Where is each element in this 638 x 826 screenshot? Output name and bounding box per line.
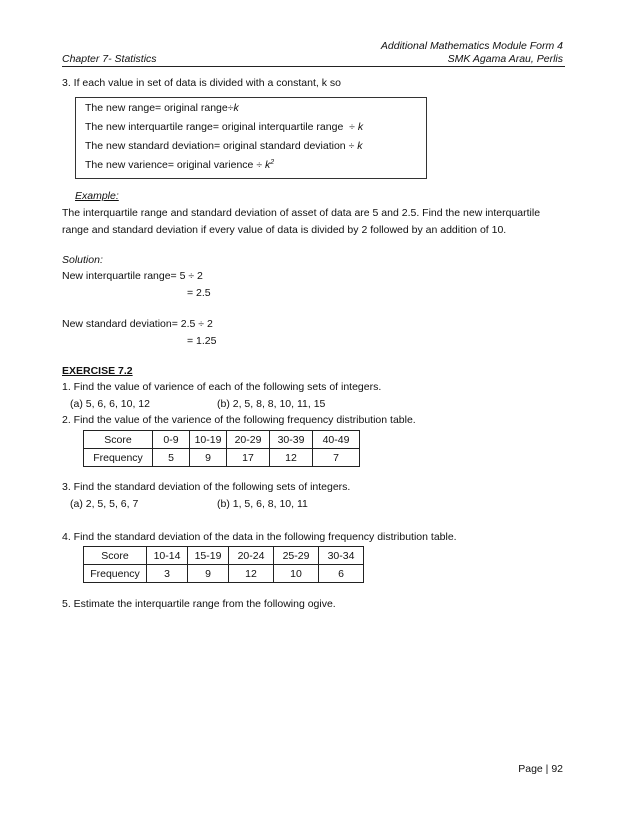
solution-iqr: New interquartile range= 5 ÷ 2: [62, 270, 203, 282]
divide-sign: ÷: [348, 140, 355, 152]
table-cell: 12: [270, 449, 313, 467]
table-header-score: Score: [84, 547, 147, 565]
table-cell: 25-29: [274, 547, 319, 565]
chapter-title: Chapter 7- Statistics: [62, 53, 157, 65]
solution-sd: New standard deviation= 2.5 ÷ 2: [62, 318, 213, 330]
formula-iqr: The new interquartile range= original interquartile range ÷ k: [85, 121, 364, 133]
example-label: Example:: [75, 190, 119, 202]
k-constant: k: [357, 140, 363, 152]
exercise-q3b: (b) 1, 5, 6, 8, 10, 11: [217, 498, 308, 510]
table-cell: 5: [153, 449, 190, 467]
exercise-q5: 5. Estimate the interquartile range from the following ogive.: [62, 598, 336, 610]
table-row: [84, 565, 364, 583]
divide-sign: ÷: [349, 121, 355, 133]
school-name: SMK Agama Arau, Perlis: [447, 53, 563, 65]
formula-range: The new range= original range÷k: [85, 102, 239, 114]
k-constant: k: [265, 159, 271, 171]
table-cell: 6: [319, 565, 364, 583]
table-cell: 15-19: [188, 547, 229, 565]
exponent: 2: [270, 159, 275, 166]
exercise-q2: 2. Find the value of the varience of the following frequency distribution table.: [62, 414, 416, 426]
table-cell: 0-9: [153, 431, 190, 449]
table-cell: 17: [227, 449, 270, 467]
table-cell: 12: [229, 565, 274, 583]
example-text-2: range and standard deviation if every value of data is divided by 2 followed by an addition of 10.: [62, 224, 507, 236]
table-cell: 40-49: [313, 431, 360, 449]
exercise-q1: 1. Find the value of varience of each of the following sets of integers.: [62, 381, 382, 393]
frequency-table-2: [83, 546, 364, 583]
k-constant: k: [357, 121, 364, 133]
exercise-q1a: (a) 5, 6, 6, 10, 12: [70, 398, 150, 410]
table-cell: 10: [274, 565, 319, 583]
example-text-1: The interquartile range and standard deviation of asset of data are 5 and 2.5. Find the new interquartile: [62, 207, 541, 219]
divide-sign: ÷: [256, 159, 263, 171]
exercise-q3: 3. Find the standard deviation of the following sets of integers.: [62, 481, 351, 493]
table-header-frequency: Frequency: [84, 449, 153, 467]
table-row: [84, 431, 360, 449]
module-title: Additional Mathematics Module Form 4: [380, 40, 563, 52]
table-cell: 9: [188, 565, 229, 583]
formula-box: [75, 97, 427, 179]
table-row: [84, 449, 360, 467]
exercise-q4: 4. Find the standard deviation of the data in the following frequency distribution table.: [62, 531, 457, 543]
section3-intro: 3. If each value in set of data is divided with a constant, k so: [62, 77, 341, 89]
table-header-frequency: Frequency: [84, 565, 147, 583]
table-cell: 9: [190, 449, 227, 467]
table-cell: 7: [313, 449, 360, 467]
table-cell: 20-24: [229, 547, 274, 565]
exercise-title: EXERCISE 7.2: [62, 365, 133, 377]
k-constant: k: [233, 102, 239, 114]
exercise-q1b: (b) 2, 5, 8, 8, 10, 11, 15: [217, 398, 326, 410]
frequency-table-1: [83, 430, 360, 467]
exercise-q3a: (a) 2, 5, 5, 6, 7: [70, 498, 139, 510]
table-cell: 10-19: [190, 431, 227, 449]
table-cell: 20-29: [227, 431, 270, 449]
formula-sd: The new standard deviation= original standard deviation ÷ k: [85, 140, 363, 152]
header-divider: [62, 66, 565, 67]
table-header-score: Score: [84, 431, 153, 449]
table-cell: 10-14: [147, 547, 188, 565]
solution-label: Solution:: [62, 254, 103, 266]
divide-sign: ÷: [227, 102, 234, 114]
formula-var: The new varience= original varience ÷ $k^2$: [85, 159, 275, 171]
table-cell: 3: [147, 565, 188, 583]
solution-iqr-result: = 2.5: [187, 287, 211, 299]
table-cell: 30-34: [319, 547, 364, 565]
solution-sd-result: = 1.25: [187, 335, 217, 347]
table-row: [84, 547, 364, 565]
table-cell: 30-39: [270, 431, 313, 449]
page-number: Page | 92: [518, 763, 563, 775]
